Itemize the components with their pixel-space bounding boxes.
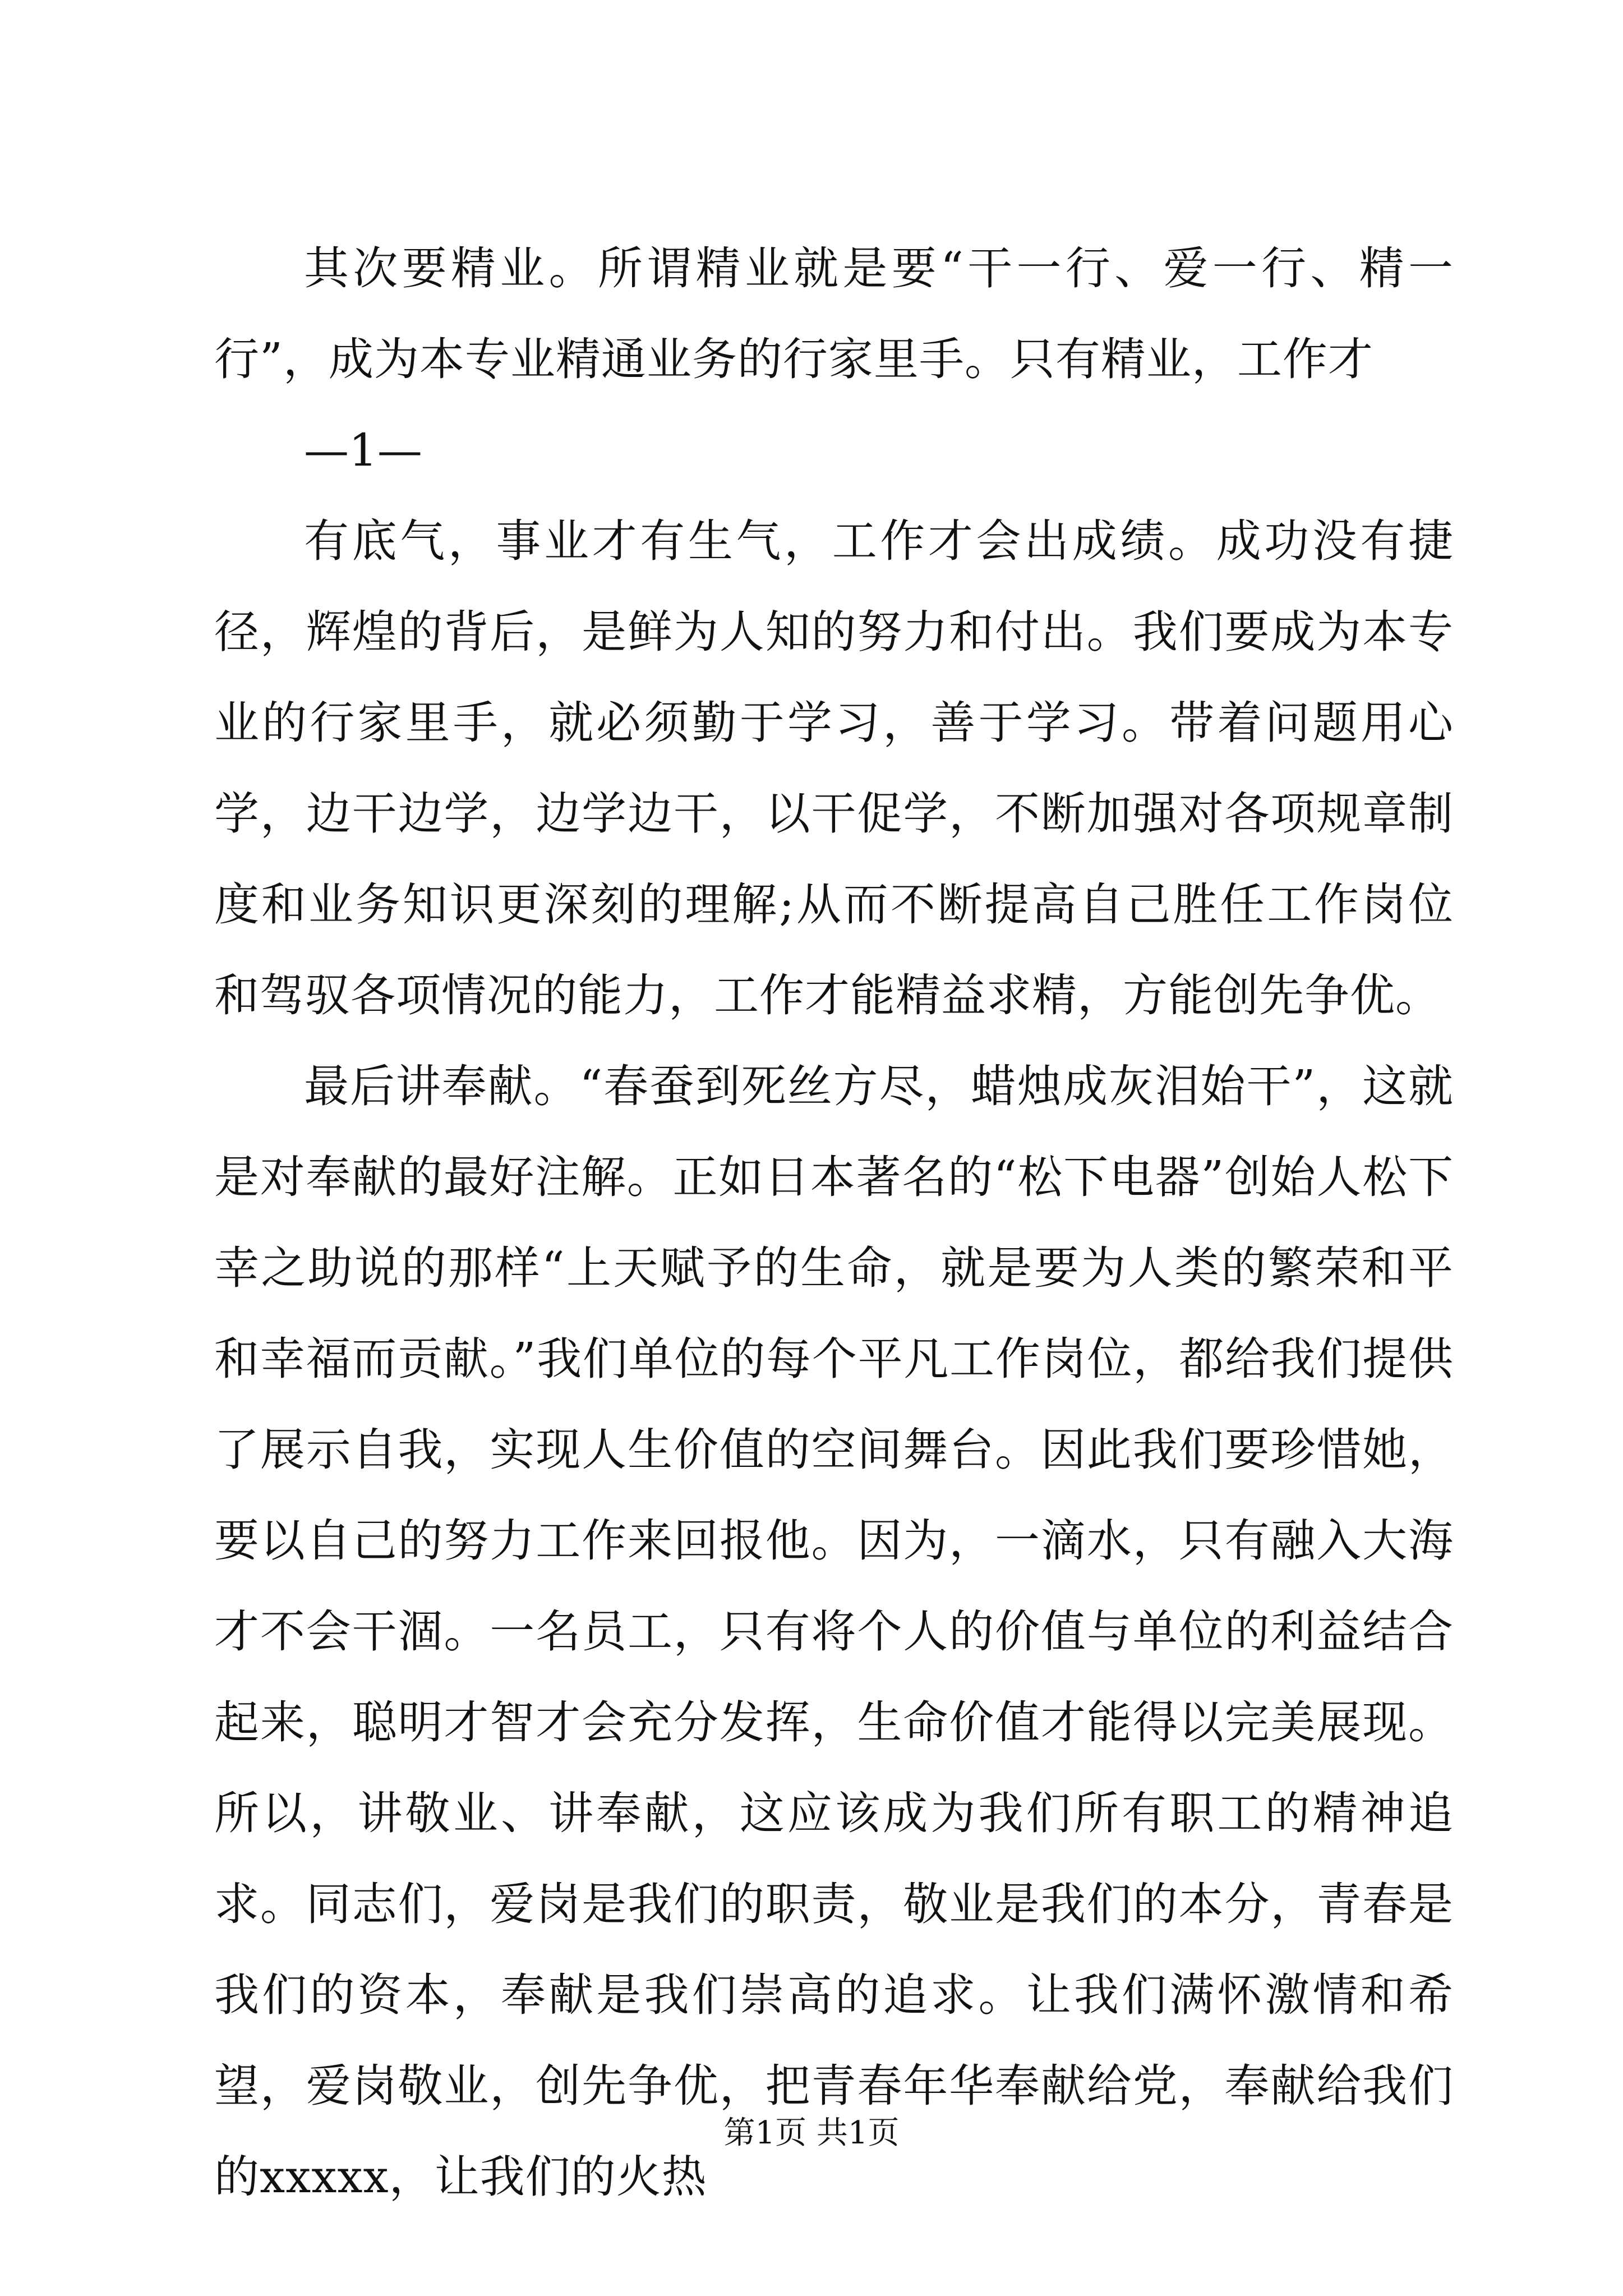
paragraph-diligence-start: 其次要精业。所谓精业就是要“干一行、爱一行、精一行”，成为本专业精通业务的行家里手。只有精业，工作才 [214, 242, 1454, 385]
inline-page-marker: —1— [304, 424, 422, 476]
document-body [214, 223, 1454, 2223]
paragraph-dedication: 最后讲奉献。“春蚕到死丝方尽，蜡烛成灰泪始干”，这就是对奉献的最好注解。正如日本著名的“松下电器”创始人松下幸之助说的那样“上天赋予的生命，就是要为人类的繁荣和平和幸福而贡献。”我们单位的每个平凡工作岗位，都给我们提供了展示自我，实现人生价值的空间舞台。因此我们要珍惜她，要以自己的努力工作来回报他。因为，一滴水，只有融入大海才不会干涸。一名员工，只有将个人的价值与单位的利益结合起来，聪明才智才会充分发挥，生命价值才能得以完美展现。所以，讲敬业、讲奉献，这应该成为我们所有职工的精神追求。同志们，爱岗是我们的职责，敬业是我们的本分，青春是我们的资本，奉献是我们崇高的追求。让我们满怀激情和希望，爱岗敬业，创先争优，把青春年华奉献给党，奉献给我们的xxxxx，让我们的火热 [214, 1060, 1454, 2203]
page-footer: 第1页 共1页 [723, 2115, 900, 2151]
paragraph-diligence-continued: 有底气，事业才有生气，工作才会出成绩。成功没有捷径，辉煌的背后，是鲜为人知的努力和付出。我们要成为本专业的行家里手，就必须勤于学习，善于学习。带着问题用心学，边干边学，边学边干，以干促学，不断加强对各项规章制度和业务知识更深刻的理解;从而不断提高自己胜任工作岗位和驾驭各项情况的能力，工作才能精益求精，方能创先争优。 [214, 515, 1454, 1022]
